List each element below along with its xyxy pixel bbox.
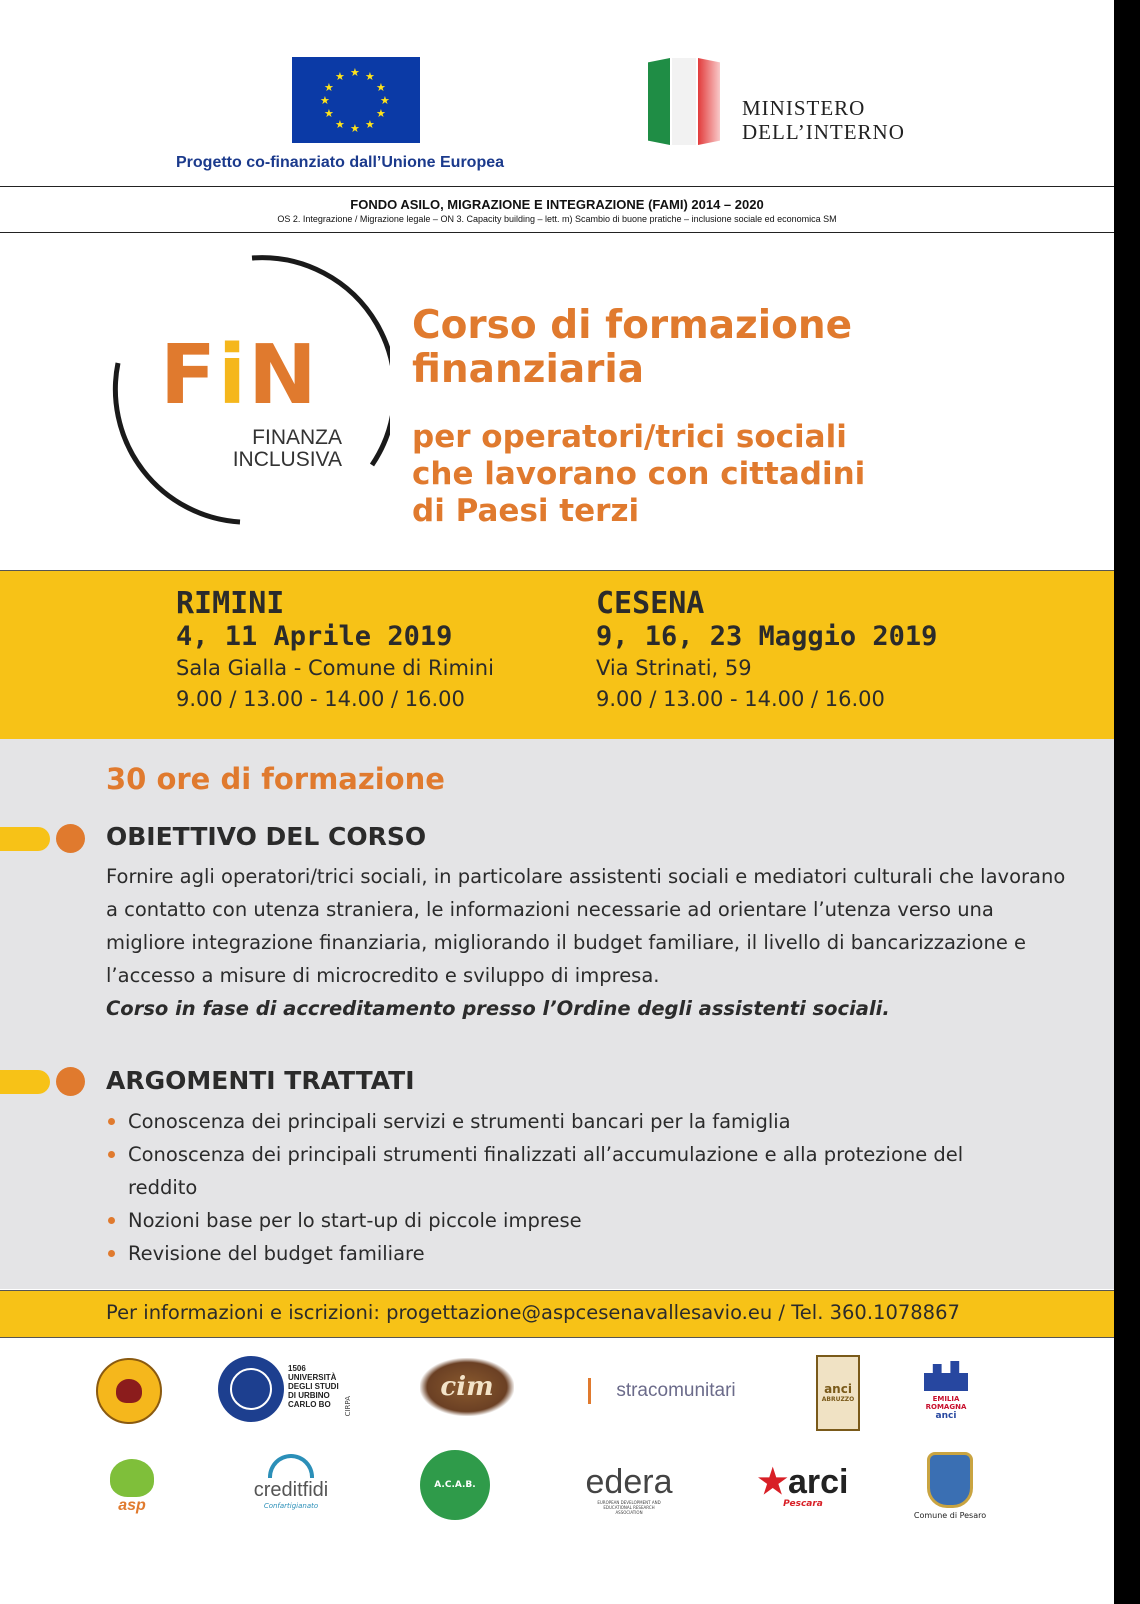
fund-detail: OS 2. Integrazione / Migrazione legale – ON 3. Capacity building – lett. m) Scambio di buone pratiche – inclusione sociale ed economica SM bbox=[277, 214, 837, 224]
partner-urbino-text: 1506 UNIVERSITÀ DEGLI STUDI DI URBINO CARLO BO bbox=[288, 1364, 339, 1409]
course-title: Corso di formazione finanziaria bbox=[412, 303, 853, 392]
fin-logo-subtitle: FINANZA INCLUSIVA bbox=[232, 426, 342, 471]
partner-logo-cim: cim bbox=[420, 1358, 514, 1416]
topics-heading: ARGOMENTI TRATTATI bbox=[106, 1066, 415, 1095]
course-subtitle: per operatori/trici sociali che lavorano con cittadini di Paesi terzi bbox=[412, 419, 866, 529]
partner-logo-anci-abruzzo: anci ABRUZZO bbox=[816, 1355, 860, 1431]
partner-logo-urbino-seal bbox=[218, 1356, 284, 1422]
divider bbox=[0, 186, 1114, 187]
divider bbox=[0, 232, 1114, 233]
ministry-name: MINISTERO DELL’INTERNO bbox=[742, 96, 905, 144]
italy-flag-logo bbox=[648, 58, 722, 145]
eu-flag-logo: ★ ★ ★ ★ ★ ★ ★ ★ ★ ★ ★ ★ bbox=[292, 57, 420, 143]
list-item: Conoscenza dei principali strumenti finalizzati all’accumulazione e alla protezione del reddito bbox=[106, 1138, 1026, 1204]
objective-text: Fornire agli operatori/trici sociali, in particolare assistenti sociali e mediatori culturali che lavorano a contatto con utenza straniera, le informazioni necessarie ad orientare l’utenza verso una migliore integrazione finanziaria, migliorando il budget familiare, il livello di bancarizzazione e l’accesso a misure di microcredito e sviluppo di impresa. bbox=[106, 865, 1066, 987]
contact-band bbox=[0, 1290, 1114, 1338]
section-marker-icon bbox=[0, 827, 50, 851]
partner-logo-heart bbox=[96, 1358, 162, 1424]
section-dot-icon bbox=[56, 1067, 85, 1096]
fin-logo-wordmark: FiN bbox=[160, 328, 319, 423]
section-marker-icon bbox=[0, 1070, 50, 1094]
eu-caption: Progetto co-finanziato dall’Unione Europea bbox=[176, 154, 505, 171]
bullet-icon bbox=[108, 1250, 115, 1257]
list-item: Conoscenza dei principali servizi e strumenti bancari per la famiglia bbox=[106, 1105, 1026, 1138]
section-dot-icon bbox=[56, 824, 85, 853]
partner-logo-asp: asp bbox=[96, 1454, 168, 1520]
list-item: Revisione del budget familiare bbox=[106, 1237, 1026, 1270]
partner-logo-anci-emilia-romagna: EMILIA ROMAGNA anci bbox=[918, 1356, 974, 1426]
session-rimini: RIMINI 4, 11 Aprile 2019 Sala Gialla - Comune di Rimini 9.00 / 13.00 - 14.00 / 16.00 bbox=[176, 586, 494, 711]
contact-info[interactable]: Per informazioni e iscrizioni: progettazione@aspcesenavallesavio.eu / Tel. 360.1078867 bbox=[106, 1301, 960, 1324]
partner-logo-acab: A.C.A.B. bbox=[420, 1450, 490, 1520]
partner-logo-stracomunitari: stracomunitari bbox=[588, 1378, 761, 1404]
bullet-icon bbox=[108, 1118, 115, 1125]
partner-logo-creditfidi: creditfidi Confartigianato bbox=[240, 1446, 342, 1518]
partner-logo-pesaro: Comune di Pesaro bbox=[912, 1450, 988, 1522]
bullet-icon bbox=[108, 1217, 115, 1224]
session-cesena: CESENA 9, 16, 23 Maggio 2019 Via Strinati, 59 9.00 / 13.00 - 14.00 / 16.00 bbox=[596, 586, 938, 711]
partner-logo-arci: ★arci Pescara bbox=[757, 1463, 849, 1509]
partner-cirpa-text: CIRPA bbox=[344, 1396, 352, 1417]
bullet-icon bbox=[108, 1151, 115, 1158]
topics-list bbox=[106, 1105, 1026, 1270]
accreditation-note: Corso in fase di accreditamento presso l’Ordine degli assistenti sociali. bbox=[106, 997, 890, 1020]
fund-title: FONDO ASILO, MIGRAZIONE E INTEGRAZIONE (FAMI) 2014 – 2020 bbox=[350, 197, 764, 212]
list-item: Nozioni base per lo start-up di piccole imprese bbox=[106, 1204, 1026, 1237]
objective-heading: OBIETTIVO DEL CORSO bbox=[106, 822, 427, 851]
course-hours: 30 ore di formazione bbox=[106, 762, 445, 796]
sessions-band bbox=[0, 570, 1114, 740]
partner-logo-edera: edera EUROPEAN DEVELOPMENT AND EDUCATIONAL RESEARCH ASSOCIATION bbox=[585, 1462, 673, 1515]
